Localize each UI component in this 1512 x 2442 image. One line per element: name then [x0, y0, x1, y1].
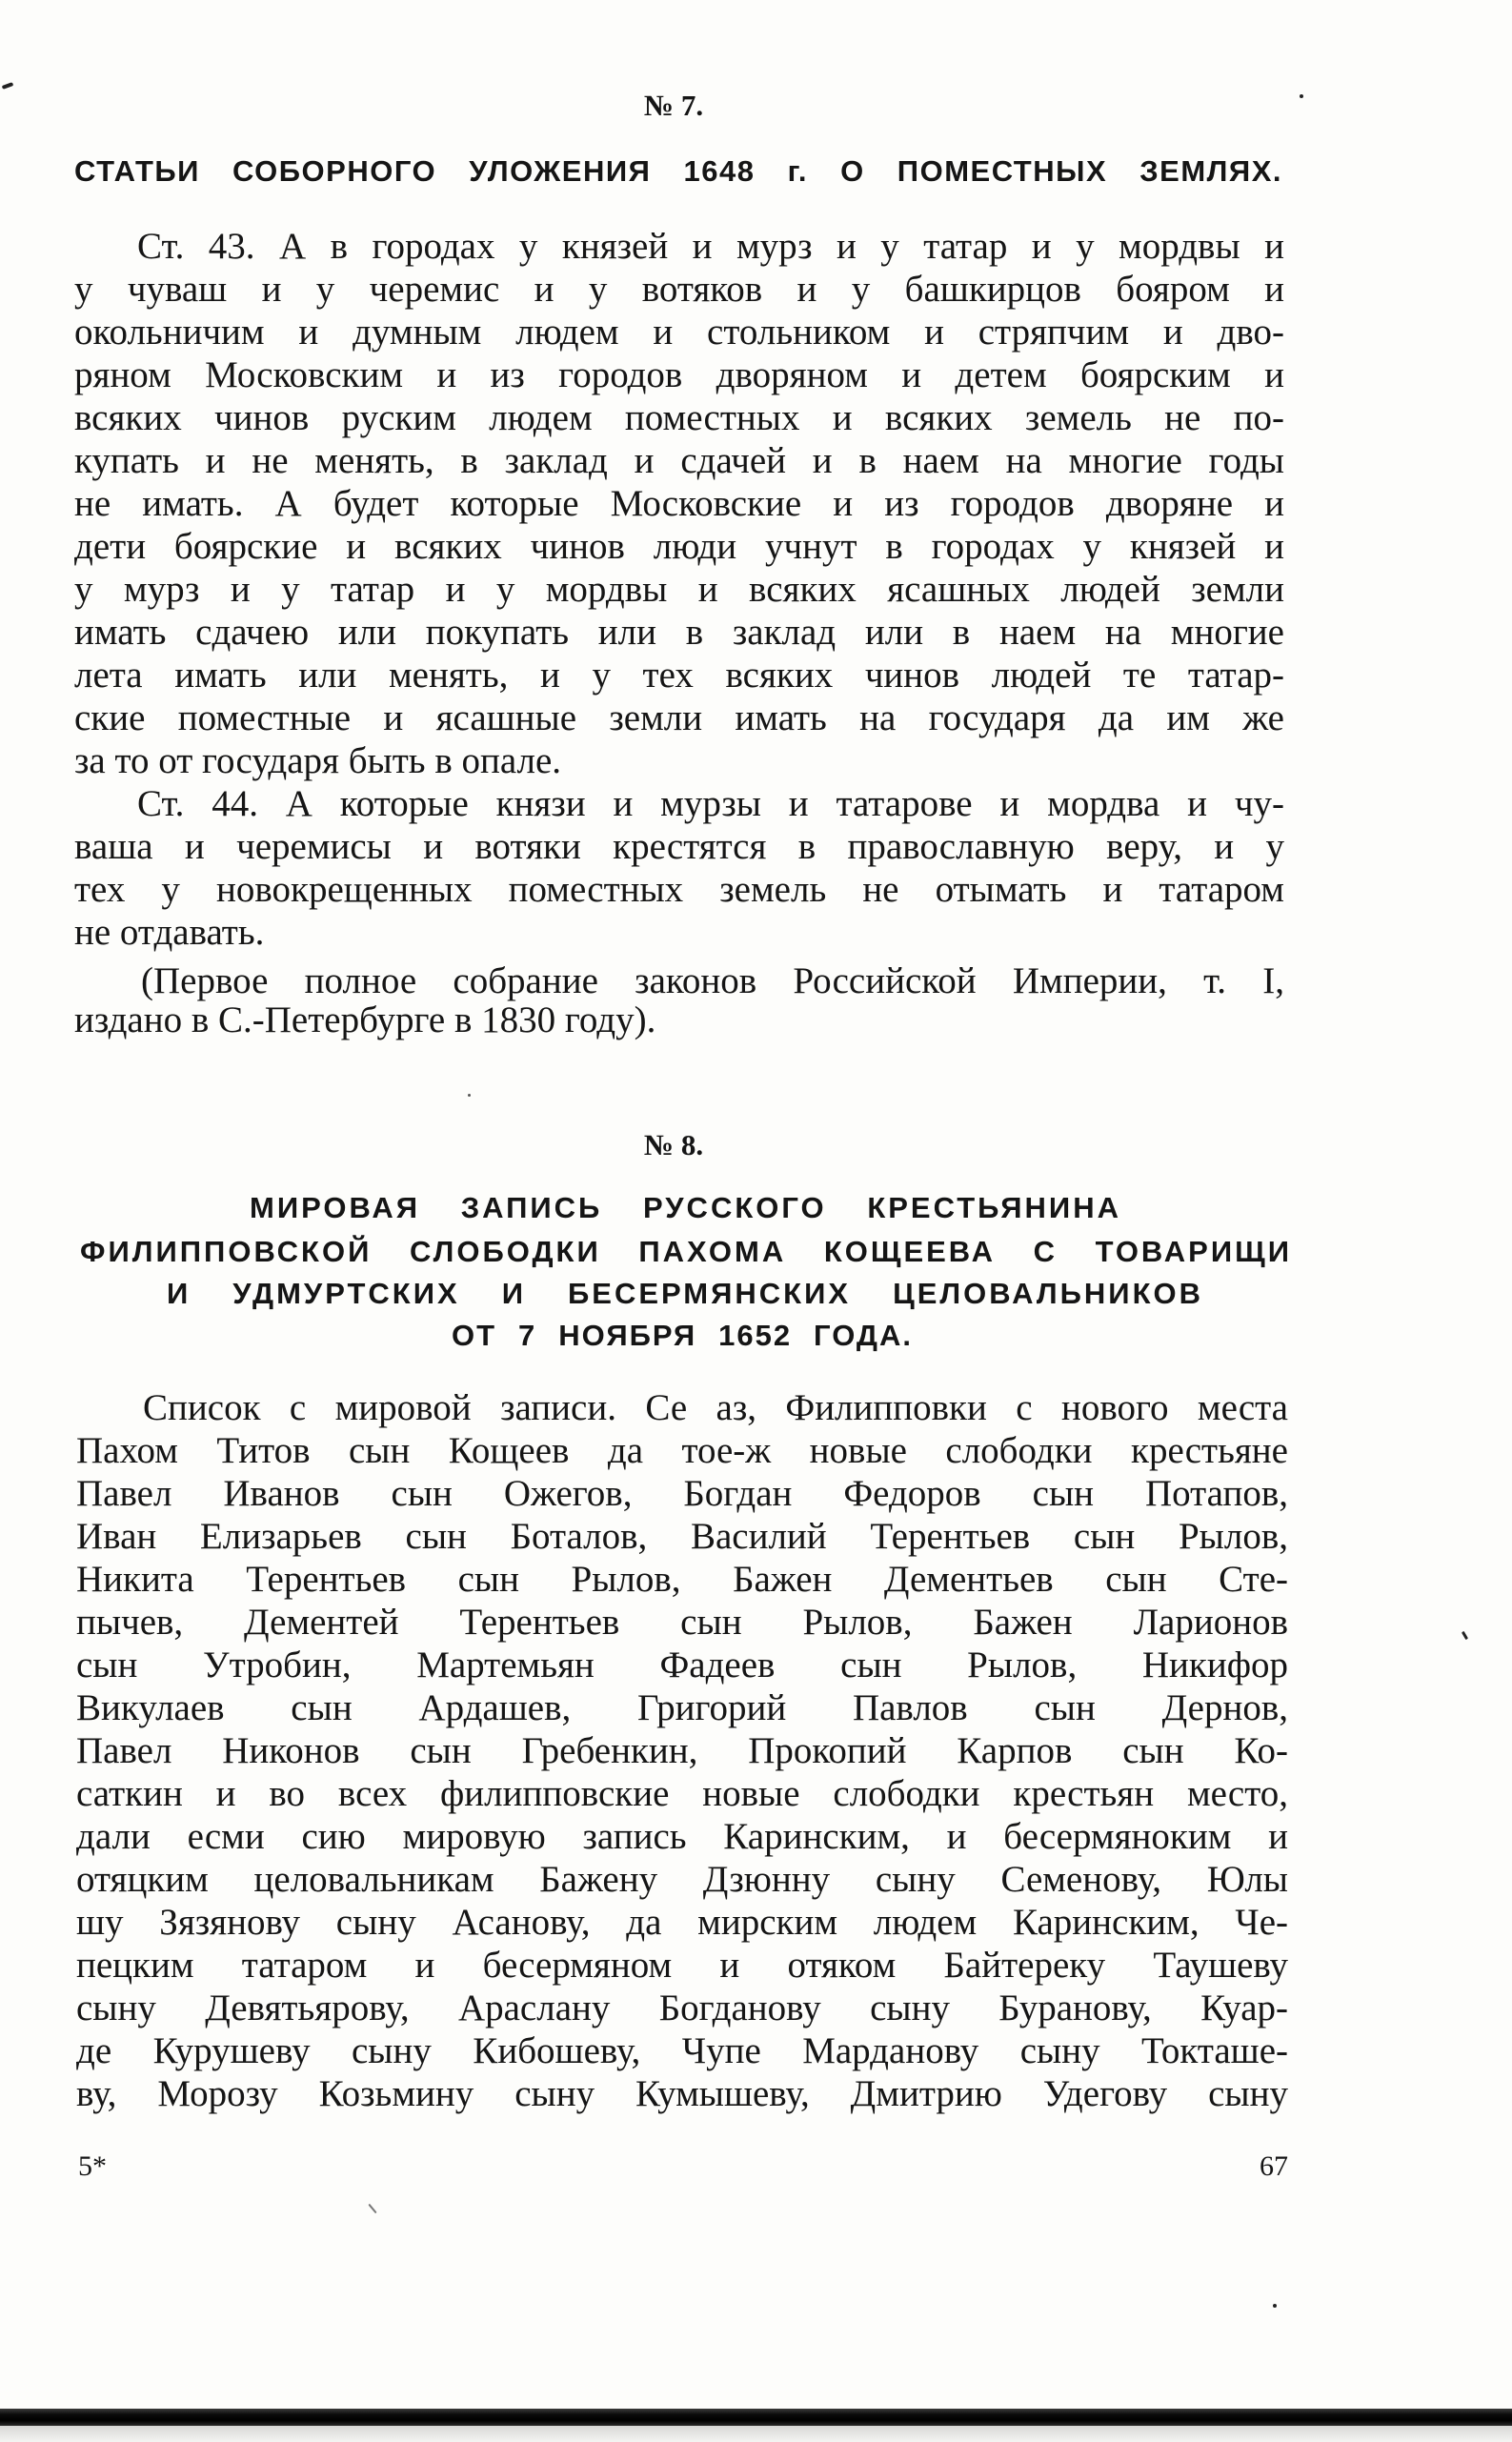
text-line: купать и не менять, в заклад и сдачей и в наем на многие годы [74, 440, 1284, 481]
text-line: Пахом Титов сын Кощеев да тое-ж новые слободки крестьяне [76, 1430, 1288, 1471]
paragraph [74, 782, 1284, 954]
paragraph [74, 225, 1284, 782]
scan-bottom-border [0, 2409, 1512, 2426]
section-body [74, 225, 1284, 1039]
source-citation [74, 961, 1284, 1039]
section-title-line: И УДМУРТСКИХ И БЕСЕРМЯНСКИХ ЦЕЛОВАЛЬНИКОВ [167, 1277, 1203, 1310]
text-line: лета имать или менять, и у тех всяких чинов людей те татар- [74, 655, 1284, 696]
text-line: ву, Морозу Козьмину сыну Кумышеву, Дмитрию Удегову сыну [76, 2073, 1288, 2114]
paragraph [76, 1386, 1288, 2115]
section-number: № 8. [643, 1128, 704, 1161]
signature-mark: 5* [78, 2150, 107, 2182]
scan-speck [1273, 2304, 1277, 2308]
text-line: Ст. 43. А в городах у князей и мурз и у татар и у мордвы и [137, 226, 1284, 267]
text-line: ские поместные и ясашные земли имать на государя да им же [74, 697, 1284, 738]
text-line: Никита Терентьев сын Рылов, Бажен Дементьев сын Сте- [76, 1559, 1288, 1600]
text-line: пычев, Дементей Терентьев сын Рылов, Бажен Ларионов [76, 1602, 1288, 1643]
text-line: у мурз и у татар и у мордвы и всяких ясашных людей земли [74, 569, 1284, 610]
text-line: (Первое полное собрание законов Российской Империи, т. I, [141, 960, 1284, 1001]
text-line: у чуваш и у черемис и у вотяков и у башкирцов бояром и [74, 269, 1284, 310]
text-line: Ст. 44. А которые князи и мурзы и татарове и мордва и чу- [137, 783, 1284, 824]
text-line: за то от государя быть в опале. [74, 740, 562, 781]
text-line: имать сдачею или покупать или в заклад или в наем на многие [74, 612, 1284, 653]
text-line: отяцким целовальникам Бажену Дзюнну сыну Семенову, Юлы [76, 1859, 1288, 1900]
text-line: дети боярские и всяких чинов люди учнут в городах у князей и [74, 526, 1284, 567]
text-line: Викулаев сын Ардашев, Григорий Павлов сын Дернов, [76, 1687, 1288, 1728]
text-line: окольничим и думным людем и стольником и стряпчим и дво- [74, 312, 1284, 353]
text-line: сыну Девятьярову, Араслану Богданову сыну Буранову, Куар- [76, 1988, 1288, 2028]
text-line: Иван Елизарьев сын Боталов, Василий Терентьев сын Рылов, [76, 1516, 1288, 1557]
page-number: 67 [1260, 2150, 1288, 2182]
text-line: издано в С.-Петербурге в 1830 году). [74, 999, 656, 1040]
text-line: ряном Московским и из городов дворяном и детем боярским и [74, 354, 1284, 395]
scan-speck [1300, 94, 1303, 98]
text-line: сын Утробин, Мартемьян Фадеев сын Рылов, Никифор [76, 1645, 1288, 1685]
text-line: де Курушеву сыну Кибошеву, Чупе Марданову сыну Токташе- [76, 2030, 1288, 2071]
text-line: всяких чинов руским людем поместных и всяких земель не по- [74, 397, 1284, 438]
text-line: Список с мировой записи. Се аз, Филипповки с нового места [143, 1387, 1288, 1428]
section-title-line: МИРОВАЯ ЗАПИСЬ РУССКОГО КРЕСТЬЯНИНА [250, 1191, 1121, 1224]
text-line: дали есми сию мировую запись Каринским, и бесермяноким и [76, 1816, 1288, 1857]
text-line: Павел Никонов сын Гребенкин, Прокопий Карпов сын Ко- [76, 1730, 1288, 1771]
text-line: саткин и во всех филипповские новые слободки крестьян место, [76, 1773, 1288, 1814]
scan-bottom-margin [0, 2426, 1512, 2442]
scan-mark-left-edge [2, 82, 14, 90]
text-line: не отдавать. [74, 912, 265, 953]
scan-speck [468, 1094, 471, 1097]
text-line: шу Зязянову сыну Асанову, да мирским людем Каринским, Че- [76, 1902, 1288, 1943]
text-line: пецким татаром и бесермяном и отяком Байтереку Таушеву [76, 1945, 1288, 1986]
text-line: не имать. А будет которые Московские и из городов дворяне и [74, 483, 1284, 524]
text-line: Павел Иванов сын Ожегов, Богдан Федоров сын Потапов, [76, 1473, 1288, 1514]
scan-speck [1462, 1631, 1468, 1640]
section-number: № 7. [643, 89, 704, 122]
section-body [76, 1386, 1288, 2115]
section-title-line: ФИЛИППОВСКОЙ СЛОБОДКИ ПАХОМА КОЩЕЕВА С ТОВАРИЩИ [80, 1235, 1292, 1268]
text-line: ваша и черемисы и вотяки крестятся в православную веру, и у [74, 826, 1284, 867]
section-title: СТАТЬИ СОБОРНОГО УЛОЖЕНИЯ 1648 г. О ПОМЕСТНЫХ ЗЕМЛЯХ. [74, 154, 1282, 188]
text-line: тех у новокрещенных поместных земель не отымать и татаром [74, 869, 1284, 910]
section-title-line: ОТ 7 НОЯБРЯ 1652 ГОДА. [452, 1319, 913, 1352]
scan-speck [368, 2204, 376, 2213]
